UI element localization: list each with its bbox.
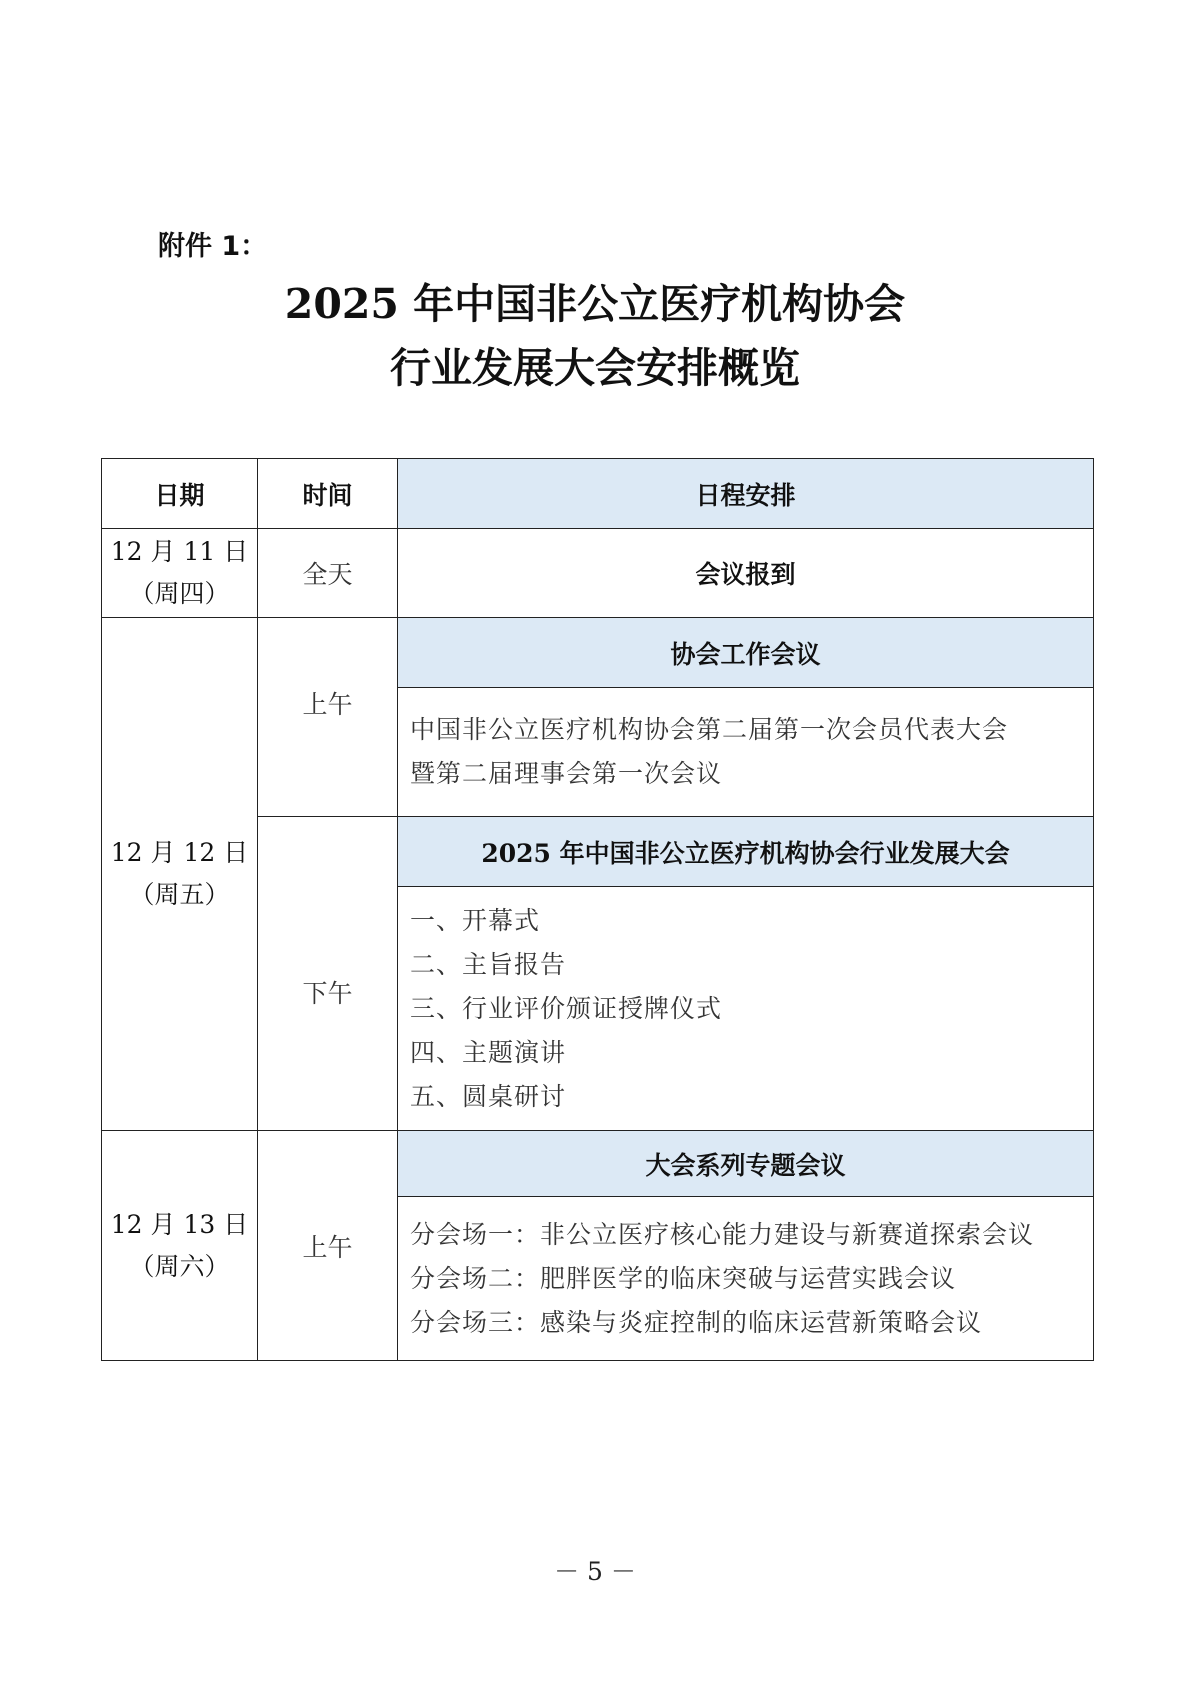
attachment-label: 附件 1： xyxy=(158,231,268,262)
day3-date-cell xyxy=(102,1131,258,1361)
table-row xyxy=(102,618,1094,688)
document-title-line-2: 行业发展大会安排概览 xyxy=(390,344,800,392)
day2-morning-details xyxy=(398,688,1094,817)
table-row xyxy=(102,1131,1094,1197)
day2-morning-time: 上午 xyxy=(258,618,398,817)
day1-time: 全天 xyxy=(258,529,398,618)
day2-weekday: （周五） xyxy=(129,880,230,909)
day1-date: 12 月 11 日 xyxy=(110,537,249,566)
header-time: 时间 xyxy=(258,459,398,529)
day2-morning-section: 协会工作会议 xyxy=(398,618,1094,688)
detail-line: 分会场一：非公立医疗核心能力建设与新赛道探索会议 xyxy=(410,1219,1035,1249)
detail-line: 四、主题演讲 xyxy=(410,1037,567,1067)
header-date: 日期 xyxy=(102,459,258,529)
day2-date: 12 月 12 日 xyxy=(110,838,249,867)
day2-date-cell xyxy=(102,618,258,1131)
day2-afternoon-details xyxy=(398,887,1094,1131)
table-header-row xyxy=(102,459,1094,529)
day3-details xyxy=(398,1197,1094,1361)
day3-section: 大会系列专题会议 xyxy=(398,1131,1094,1197)
document-title-line-1: 2025 年中国非公立医疗机构协会 xyxy=(284,280,906,328)
day1-weekday: （周四） xyxy=(129,579,230,608)
page-number: － 5 － xyxy=(554,1557,636,1586)
table-row xyxy=(102,529,1094,618)
detail-line: 暨第二届理事会第一次会议 xyxy=(410,759,723,788)
schedule-table xyxy=(101,458,1094,1361)
detail-line: 三、行业评价颁证授牌仪式 xyxy=(410,993,723,1023)
detail-line: 一、开幕式 xyxy=(410,905,541,935)
detail-line: 分会场二：肥胖医学的临床突破与运营实践会议 xyxy=(410,1263,957,1293)
detail-line: 分会场三：感染与炎症控制的临床运营新策略会议 xyxy=(410,1307,983,1337)
header-schedule: 日程安排 xyxy=(398,459,1094,529)
detail-line: 五、圆桌研讨 xyxy=(410,1081,567,1111)
day1-event: 会议报到 xyxy=(398,529,1094,618)
day3-date: 12 月 13 日 xyxy=(110,1209,249,1239)
day2-afternoon-time: 下午 xyxy=(258,817,398,1131)
detail-line: 二、主旨报告 xyxy=(410,949,567,979)
day3-weekday: （周六） xyxy=(129,1251,230,1281)
day2-afternoon-section: 2025 年中国非公立医疗机构协会行业发展大会 xyxy=(398,817,1094,887)
day1-date-cell xyxy=(102,529,258,618)
day3-time: 上午 xyxy=(258,1131,398,1361)
detail-line: 中国非公立医疗机构协会第二届第一次会员代表大会 xyxy=(410,715,1009,744)
